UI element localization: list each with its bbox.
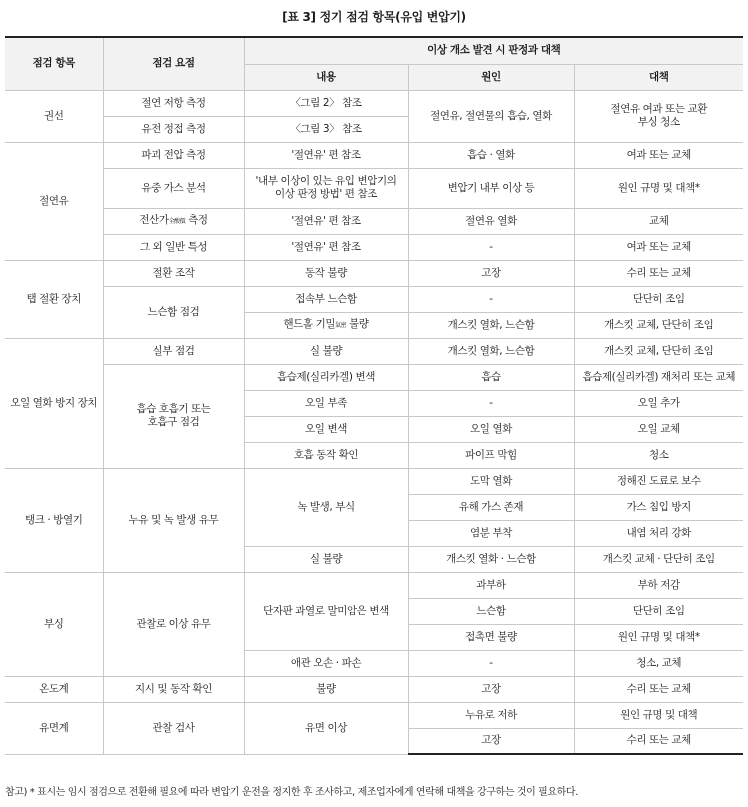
action-cell: 원인 규명 및 대책*: [574, 624, 743, 650]
action-cell: 오일 교체: [574, 416, 743, 442]
hanja-annotation: 氣密: [335, 322, 347, 329]
content-cell: 실 불량: [244, 338, 408, 364]
item-cell: 절연유: [5, 142, 103, 260]
content-cell: 오일 변색: [244, 416, 408, 442]
action-cell: 단단히 조임: [574, 598, 743, 624]
action-cell: 여과 또는 교체: [574, 234, 743, 260]
content-cell: 오일 부족: [244, 390, 408, 416]
table-row: [5, 468, 743, 494]
cause-cell: -: [408, 286, 574, 312]
content-cell: 접속부 느슨함: [244, 286, 408, 312]
item-cell: 부싱: [5, 572, 103, 676]
header-group: 이상 개소 발견 시 판정과 대책: [244, 37, 743, 64]
action-cell: 개스킷 교체, 단단히 조임: [574, 338, 743, 364]
cause-cell: 개스킷 열화 · 느슨함: [408, 546, 574, 572]
item-cell: 탱크 · 방열기: [5, 468, 103, 572]
content-cell: 〈그림 2〉 참조: [244, 90, 408, 116]
content-cell: 유면 이상: [244, 702, 408, 754]
item-cell: 권선: [5, 90, 103, 142]
cause-cell: 염분 부착: [408, 520, 574, 546]
cause-cell: 유해 가스 존재: [408, 494, 574, 520]
content-cell: 호흡 동작 확인: [244, 442, 408, 468]
cause-cell: 개스킷 열화, 느슨함: [408, 312, 574, 338]
point-cell: 파괴 전압 측정: [103, 142, 244, 168]
action-cell: 개스킷 교체 · 단단히 조임: [574, 546, 743, 572]
point-cell: 관찰 검사: [103, 702, 244, 754]
content-cell: 〈그림 3〉 참조: [244, 116, 408, 142]
cause-cell: 과부하: [408, 572, 574, 598]
point-cell: 실부 점검: [103, 338, 244, 364]
cause-cell: 흡습: [408, 364, 574, 390]
content-cell: 흡습제(실리카겔) 변색: [244, 364, 408, 390]
cause-cell: 누유로 저하: [408, 702, 574, 728]
point-cell: 느슨함 점검: [103, 286, 244, 338]
action-cell: 부하 저감: [574, 572, 743, 598]
action-cell: 흡습제(실리카겔) 재처리 또는 교체: [574, 364, 743, 390]
item-cell: 유면계: [5, 702, 103, 754]
content-cell: 불량: [244, 676, 408, 702]
action-cell: 내염 처리 강화: [574, 520, 743, 546]
table-row: [5, 168, 743, 208]
content-cell: '내부 이상이 있는 유입 변압기의 이상 판정 방법' 편 참조: [244, 168, 408, 208]
cause-cell: 흡습 · 열화: [408, 142, 574, 168]
table-row: [5, 364, 743, 390]
table-row: [5, 676, 743, 702]
table-row: [5, 260, 743, 286]
point-cell: 지시 및 동작 확인: [103, 676, 244, 702]
table-row: [5, 338, 743, 364]
content-cell: 녹 발생, 부식: [244, 468, 408, 546]
table-row: [5, 572, 743, 598]
header-cause: 원인: [408, 64, 574, 90]
content-text: 핸드홀 기밀: [283, 318, 336, 330]
point-text: 전산가: [139, 214, 169, 226]
header-item: 점검 항목: [5, 37, 103, 90]
table-row: [5, 208, 743, 234]
action-cell: 원인 규명 및 대책*: [574, 168, 743, 208]
cause-cell: 접촉면 불량: [408, 624, 574, 650]
point-text-tail: 측정: [185, 214, 208, 226]
point-cell: 누유 및 녹 발생 유무: [103, 468, 244, 572]
cause-cell: 고장: [408, 728, 574, 754]
table-row: [5, 142, 743, 168]
action-cell: 원인 규명 및 대책: [574, 702, 743, 728]
action-cell: 청소: [574, 442, 743, 468]
header-action: 대책: [574, 64, 743, 90]
point-cell: 절환 조작: [103, 260, 244, 286]
action-cell: 청소, 교체: [574, 650, 743, 676]
header-content: 내용: [244, 64, 408, 90]
cause-cell: 고장: [408, 676, 574, 702]
action-cell: 수리 또는 교체: [574, 728, 743, 754]
point-cell: 유전 정접 측정: [103, 116, 244, 142]
cause-cell: 고장: [408, 260, 574, 286]
content-cell: 동작 불량: [244, 260, 408, 286]
cause-cell: 변압기 내부 이상 등: [408, 168, 574, 208]
point-cell: 흡습 호흡기 또는 호흡구 점검: [103, 364, 244, 468]
cause-cell: 절연유 열화: [408, 208, 574, 234]
header-point: 점검 요점: [103, 37, 244, 90]
content-cell: 단자판 과열로 말미암은 변색: [244, 572, 408, 650]
point-cell: 유중 가스 분석: [103, 168, 244, 208]
point-cell: 관찰로 이상 유무: [103, 572, 244, 676]
action-cell: 개스킷 교체, 단단히 조임: [574, 312, 743, 338]
cause-cell: 느슨함: [408, 598, 574, 624]
cause-cell: 파이프 막힘: [408, 442, 574, 468]
cause-cell: -: [408, 390, 574, 416]
action-cell: 단단히 조임: [574, 286, 743, 312]
action-cell: 오일 추가: [574, 390, 743, 416]
item-cell: 오일 열화 방지 장치: [5, 338, 103, 468]
footnote: 참고) * 표시는 임시 점검으로 전환해 필요에 따라 변압기 운전을 정지한 후 조사하고, 제조업자에게 연락해 대책을 강구하는 것이 필요하다.: [5, 787, 578, 798]
action-cell: 가스 침입 방지: [574, 494, 743, 520]
cause-cell: 오일 열화: [408, 416, 574, 442]
item-cell: 온도계: [5, 676, 103, 702]
table-row: [5, 702, 743, 728]
table-row: [5, 286, 743, 312]
action-cell: 수리 또는 교체: [574, 676, 743, 702]
content-cell: '절연유' 편 참조: [244, 142, 408, 168]
table-caption: [표 3] 정기 점검 항목(유입 변압기): [282, 10, 466, 24]
content-cell: '절연유' 편 참조: [244, 234, 408, 260]
content-cell: [244, 312, 408, 338]
content-text-tail: 불량: [346, 318, 369, 330]
point-cell: [103, 208, 244, 234]
cause-cell: -: [408, 650, 574, 676]
content-cell: 애관 오손 · 파손: [244, 650, 408, 676]
content-cell: '절연유' 편 참조: [244, 208, 408, 234]
table-row: [5, 234, 743, 260]
point-cell: 절연 저항 측정: [103, 90, 244, 116]
action-cell: 정해진 도료로 보수: [574, 468, 743, 494]
header-row-top: [5, 37, 743, 64]
content-cell: 실 불량: [244, 546, 408, 572]
action-cell: 여과 또는 교체: [574, 142, 743, 168]
cause-cell: 개스킷 열화, 느슨함: [408, 338, 574, 364]
item-cell: 탭 절환 장치: [5, 260, 103, 338]
action-cell: 수리 또는 교체: [574, 260, 743, 286]
action-cell: 교체: [574, 208, 743, 234]
inspection-table: [5, 36, 743, 755]
table-row: [5, 90, 743, 116]
cause-cell: -: [408, 234, 574, 260]
point-cell: 그 외 일반 특성: [103, 234, 244, 260]
cause-cell: 도막 열화: [408, 468, 574, 494]
hanja-annotation: 全酸價: [168, 218, 186, 225]
cause-cell: 절연유, 절연물의 흡습, 열화: [408, 90, 574, 142]
action-cell: 절연유 여과 또는 교환 부싱 청소: [574, 90, 743, 142]
